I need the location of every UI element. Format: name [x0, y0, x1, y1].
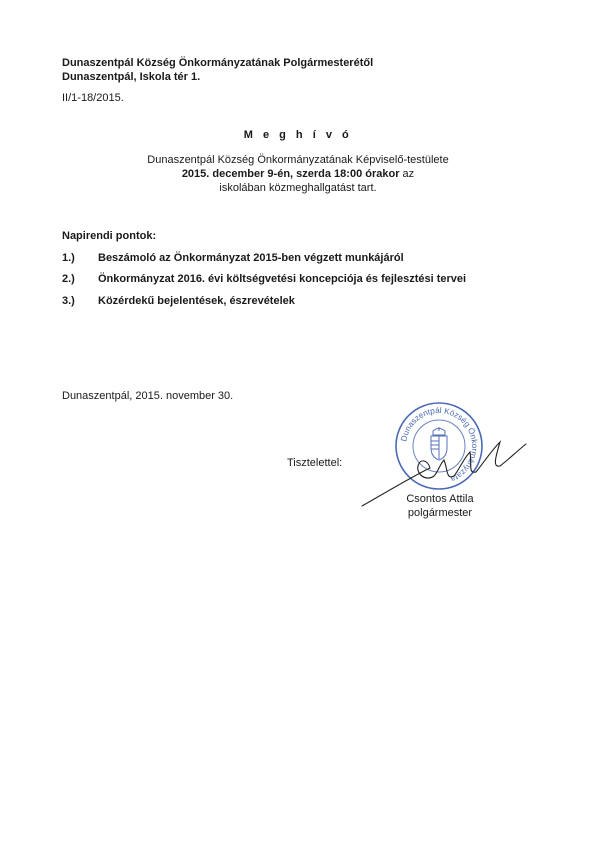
- agenda-item-number: 1.): [62, 252, 75, 264]
- closing-salutation: Tisztelettel:: [287, 457, 343, 469]
- intro-line-2-rest: az: [399, 168, 415, 180]
- agenda-item-text: Közérdekű bejelentések, észrevételek: [98, 295, 295, 307]
- intro-line-2: [0, 167, 596, 181]
- sender-name: Dunaszentpál Község Önkormányzatának Polgármesterétől: [62, 57, 374, 69]
- sender-address: Dunaszentpál, Iskola tér 1.: [62, 71, 201, 83]
- stamp-text: Dunaszentpál Község Önkormányzata: [399, 405, 480, 484]
- intro-line-3: iskolában közmeghallgatást tart.: [219, 182, 377, 194]
- place-and-date: Dunaszentpál, 2015. november 30.: [62, 390, 234, 402]
- agenda-item-text: Beszámoló az Önkormányzat 2015-ben végzett munkájáról: [98, 252, 404, 264]
- document-title: M e g h í v ó: [243, 129, 353, 141]
- signatory-title: polgármester: [407, 507, 473, 519]
- meeting-datetime: 2015. december 9-én, szerda 18:00 órakor: [181, 168, 400, 180]
- agenda-item-number: 2.): [62, 273, 75, 285]
- intro-line-1: Dunaszentpál Község Önkormányzatának Képviselő-testülete: [147, 154, 449, 166]
- agenda-heading: Napirendi pontok:: [62, 230, 157, 242]
- agenda-item: [62, 294, 295, 308]
- signatory-name: Csontos Attila: [406, 493, 474, 505]
- agenda-item-number: 3.): [62, 295, 75, 307]
- reference-number: II/1-18/2015.: [62, 92, 124, 104]
- agenda-item-text: Önkormányzat 2016. évi költségvetési koncepciója és fejlesztési tervei: [98, 273, 467, 285]
- agenda-item: [62, 272, 466, 286]
- agenda-item: [62, 251, 404, 265]
